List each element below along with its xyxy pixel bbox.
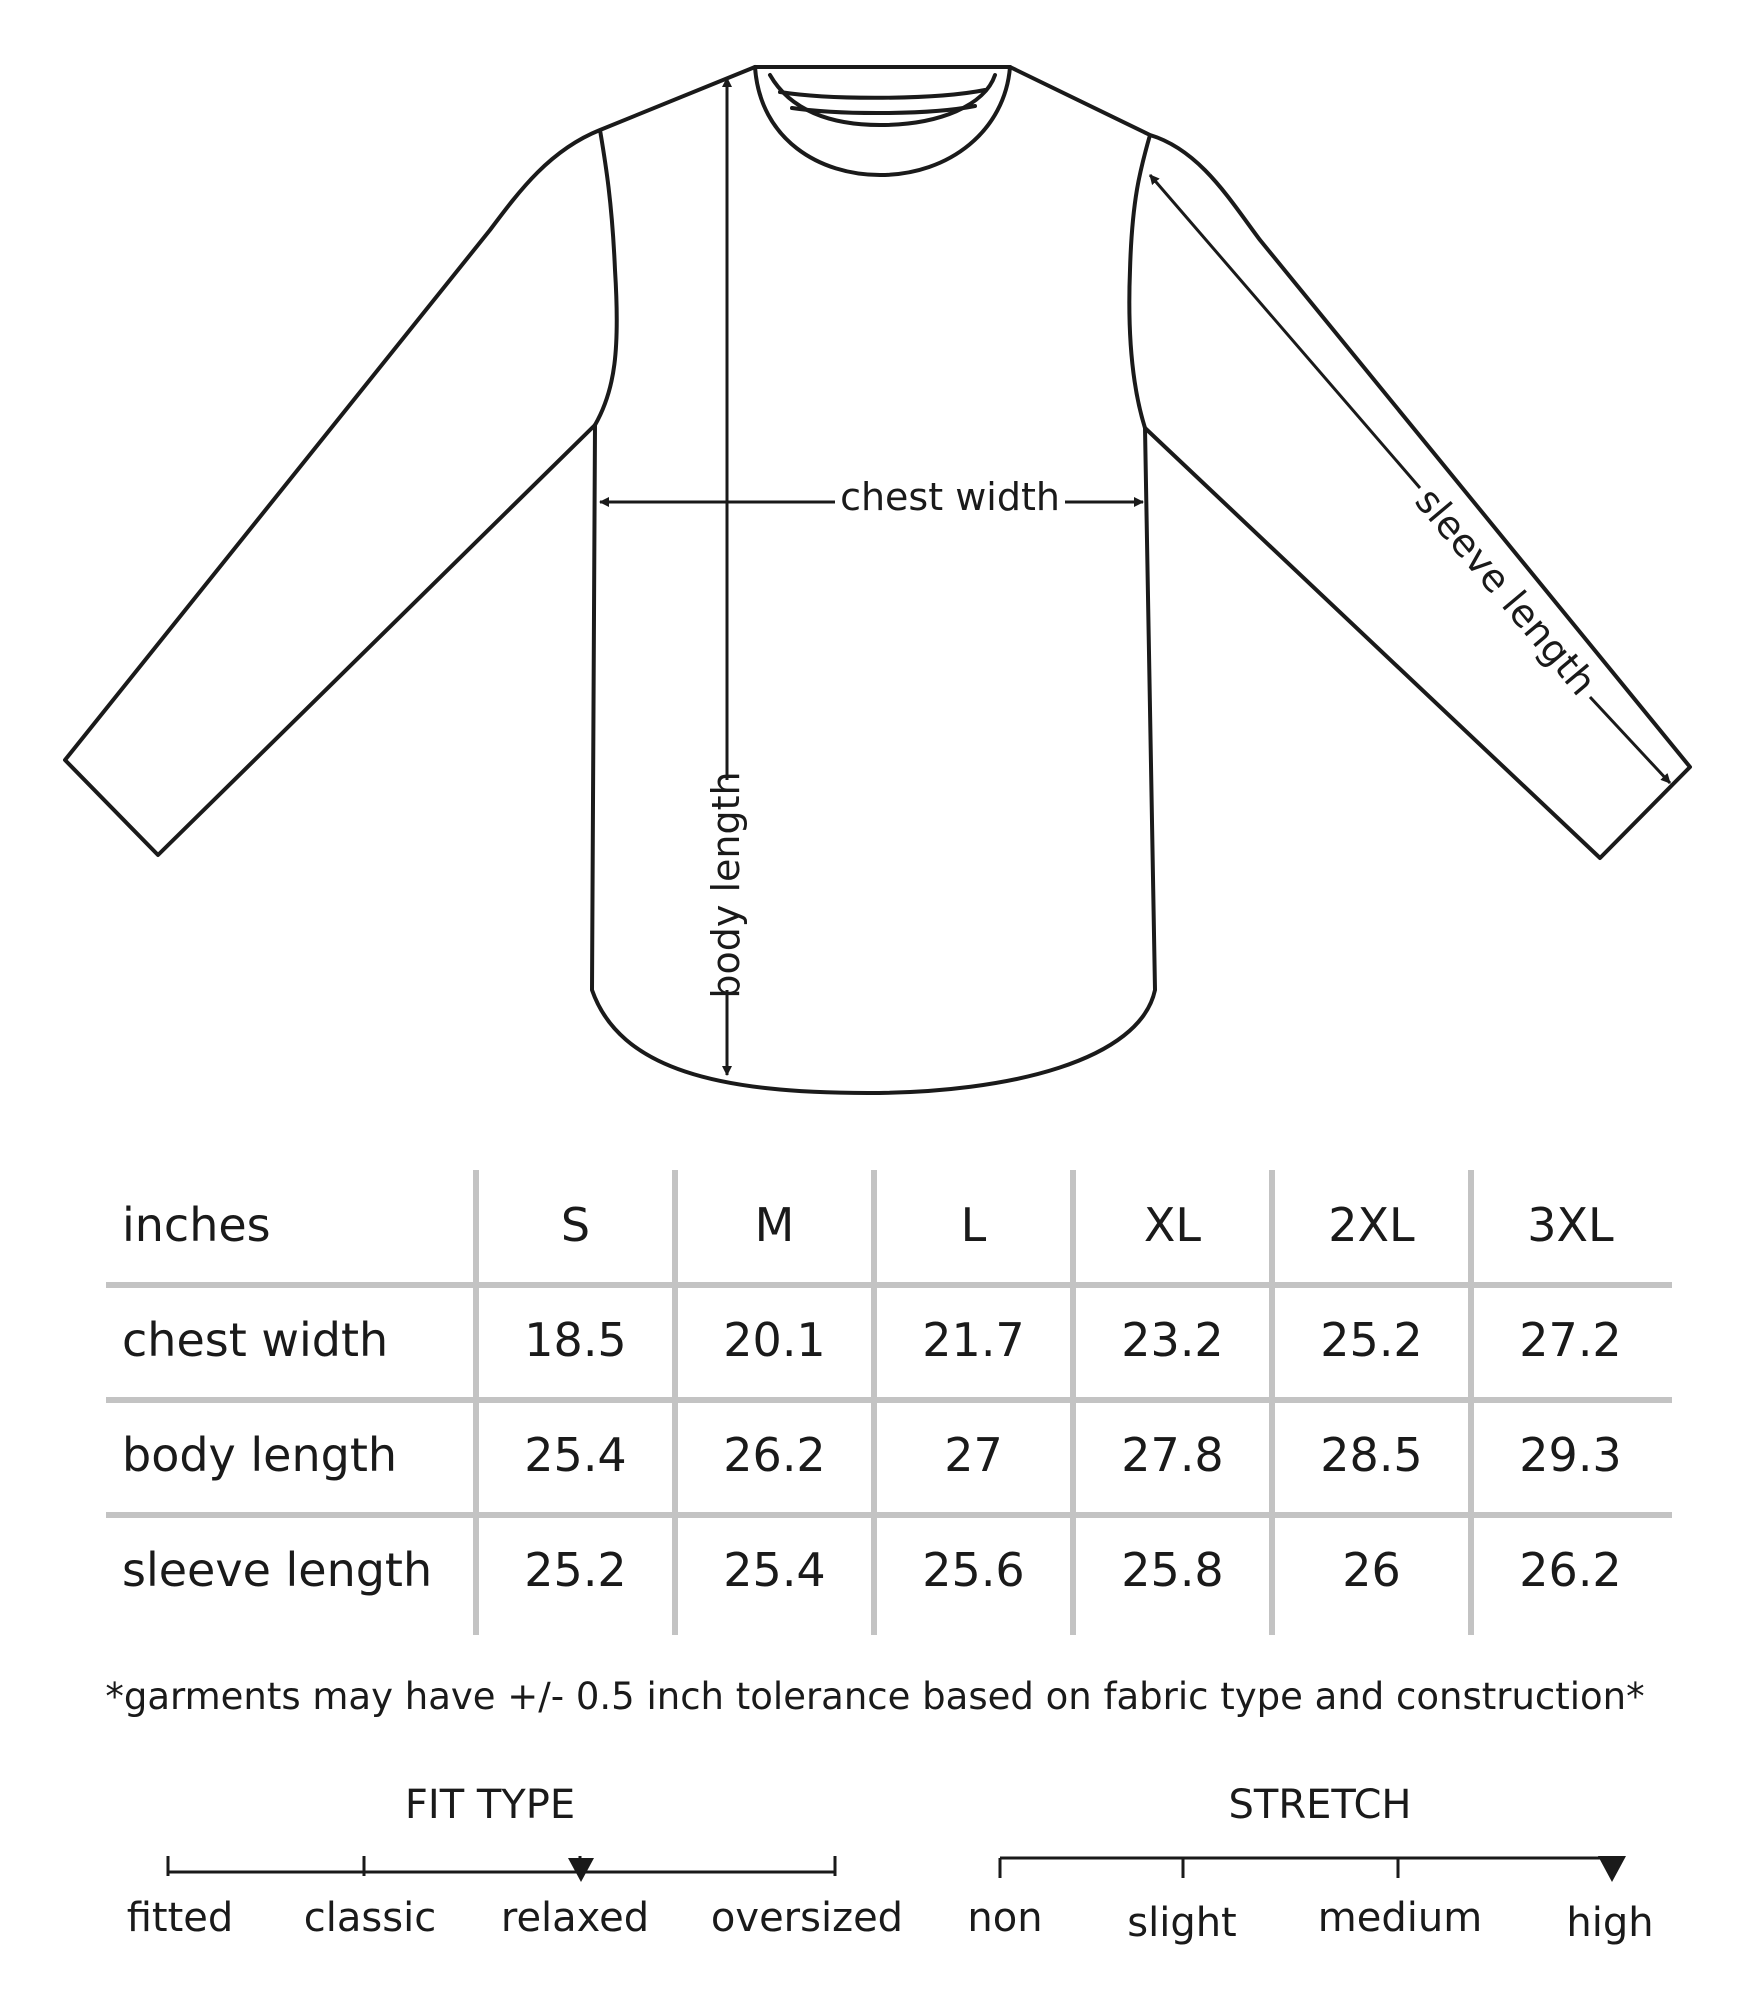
unit-header: inches — [122, 1198, 271, 1252]
stretch-title: STRETCH — [1228, 1782, 1412, 1828]
sleeve-length-label: sleeve length — [1406, 479, 1605, 704]
stretch-scale — [1000, 1858, 1612, 1878]
fit-type-selected-marker — [568, 1858, 594, 1882]
table-cell: 23.2 — [1121, 1313, 1224, 1367]
table-cell: 27 — [944, 1428, 1003, 1482]
stretch-option: slight — [1127, 1900, 1237, 1946]
table-cell: 25.4 — [723, 1543, 826, 1597]
row-label: chest width — [122, 1313, 389, 1367]
stretch-selected-marker — [1598, 1856, 1626, 1882]
table-cell: 26.2 — [723, 1428, 826, 1482]
table-cell: 20.1 — [723, 1313, 826, 1367]
table-cell: 28.5 — [1320, 1428, 1423, 1482]
size-header: XL — [1143, 1198, 1202, 1252]
fit-type-title: FIT TYPE — [404, 1782, 576, 1828]
table-cell: 25.2 — [1320, 1313, 1423, 1367]
table-cell: 25.2 — [524, 1543, 627, 1597]
size-header: S — [560, 1198, 591, 1252]
table-cell: 25.4 — [524, 1428, 627, 1482]
table-cell: 26 — [1342, 1543, 1401, 1597]
chest-width-label: chest width — [840, 475, 1060, 519]
table-cell: 25.6 — [922, 1543, 1025, 1597]
size-header: 3XL — [1527, 1198, 1614, 1252]
table-cell: 29.3 — [1519, 1428, 1622, 1482]
body-length-label: body length — [704, 771, 748, 999]
table-cell: 26.2 — [1519, 1543, 1622, 1597]
table-cell: 18.5 — [524, 1313, 627, 1367]
tolerance-note: *garments may have +/- 0.5 inch tolerance based on fabric type and construction* — [105, 1675, 1645, 1718]
table-cell: 27.8 — [1121, 1428, 1224, 1482]
table-cell: 21.7 — [922, 1313, 1025, 1367]
fit-option: oversized — [710, 1895, 904, 1941]
stretch-option: non — [967, 1895, 1043, 1941]
table-cell: 25.8 — [1121, 1543, 1224, 1597]
row-label: sleeve length — [122, 1543, 433, 1597]
table-cell: 27.2 — [1519, 1313, 1622, 1367]
fit-option: classic — [303, 1895, 437, 1941]
row-label: body length — [122, 1428, 398, 1482]
fit-option-selected: relaxed — [500, 1895, 650, 1941]
stretch-option: medium — [1317, 1895, 1483, 1941]
fit-option: fitted — [126, 1895, 234, 1941]
size-header: 2XL — [1328, 1198, 1415, 1252]
stretch-option-selected: high — [1566, 1900, 1654, 1946]
size-header: L — [960, 1198, 987, 1252]
size-header: M — [754, 1198, 795, 1252]
fit-type-scale — [168, 1856, 835, 1876]
